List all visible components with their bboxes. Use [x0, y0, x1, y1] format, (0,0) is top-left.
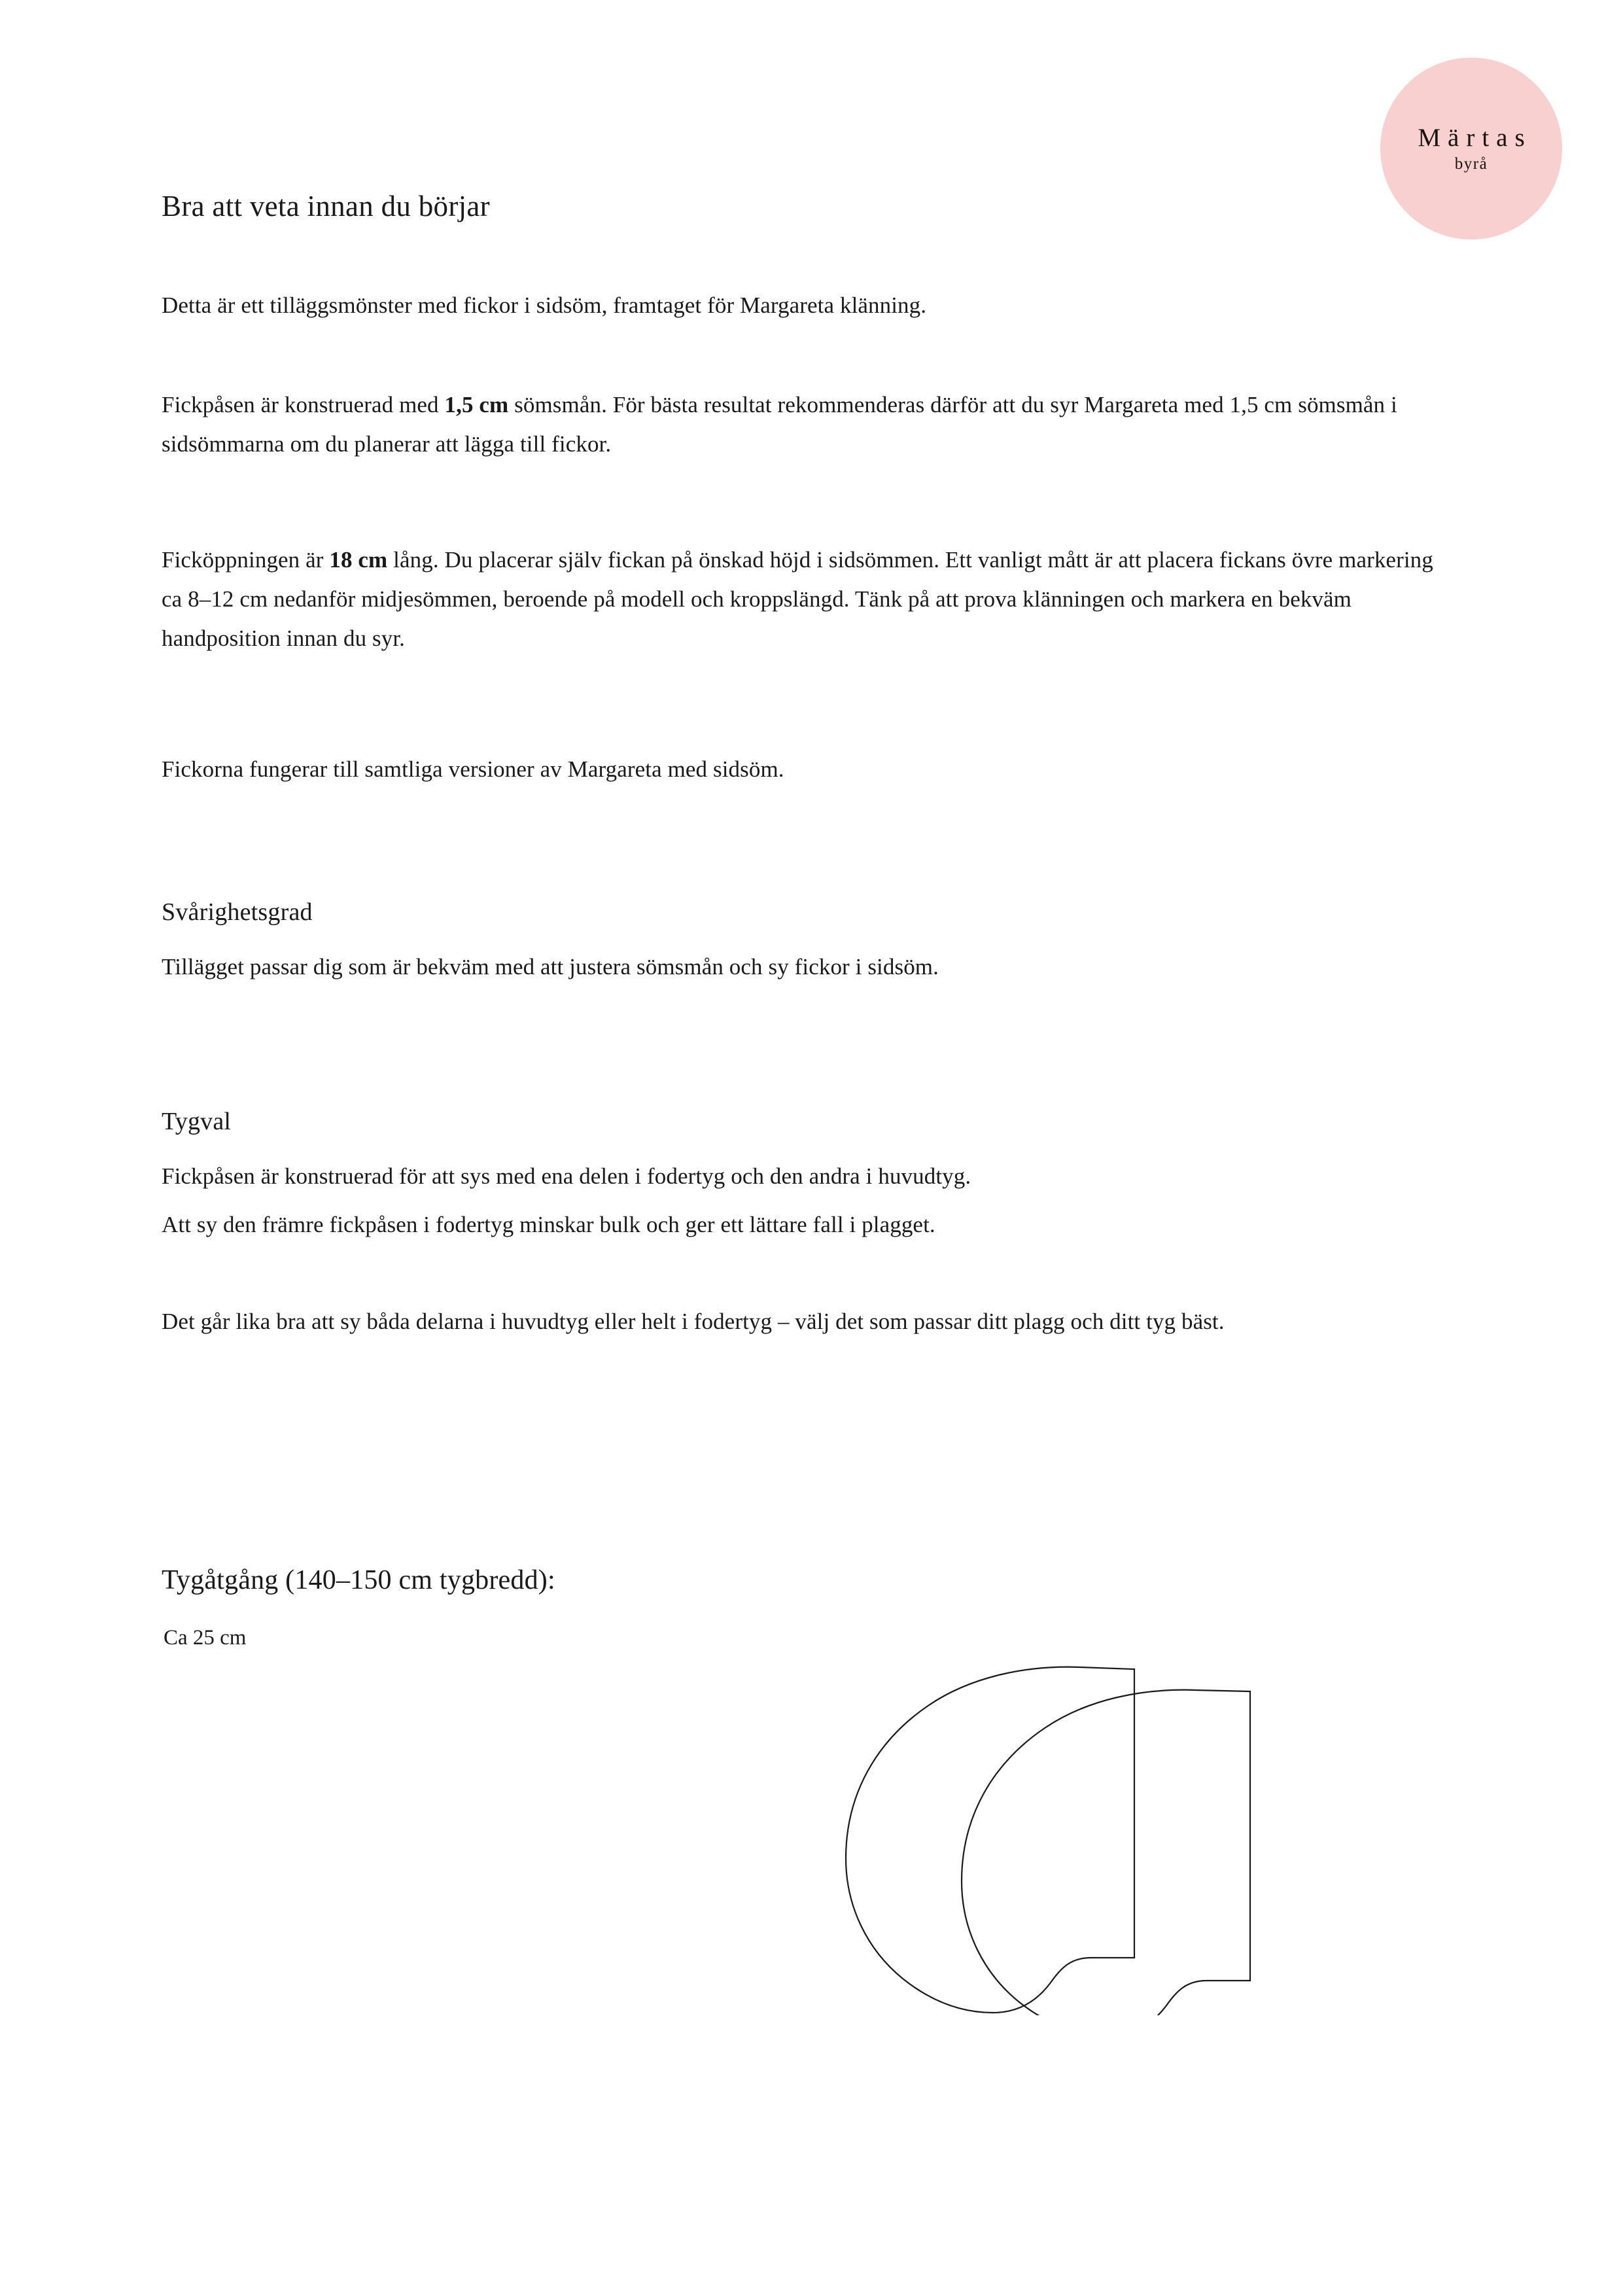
opening-text-post: lång. Du placerar själv fickan på önskad höjd i sidsömmen. Ett vanligt mått är att placera fickans övre markering ca 8–12 cm nedanför midjesömmen, beroende på modell och kroppslängd. Tänk på att prova klänningen och markera en bekväm handposition innan du syr.: [162, 547, 1433, 652]
section-heading-fabric-choice: Tygval: [162, 1108, 232, 1135]
paragraph-difficulty: Tillägget passar dig som är bekväm med att justera sömsmån och sy fickor i sidsöm.: [162, 954, 939, 980]
section-heading-fabric-usage: Tygåtgång (140–150 cm tygbredd):: [162, 1565, 555, 1595]
pocket-piece-back-icon: [846, 1667, 1134, 2013]
brand-name: Märtas: [1418, 124, 1532, 152]
fabric-usage-amount: Ca 25 cm: [164, 1626, 247, 1650]
brand-subtitle: byrå: [1454, 155, 1488, 173]
paragraph-fabric-choice-1: Fickpåsen är konstruerad för att sys med ena delen i fodertyg och den andra i huvudtyg.: [162, 1163, 971, 1189]
opening-value: 18 cm: [329, 547, 388, 573]
pocket-piece-front-icon: [962, 1690, 1250, 2015]
pattern-svg: [831, 1629, 1276, 2015]
page-title: Bra att veta innan du börjar: [162, 190, 490, 222]
seam-allowance-value: 1,5 cm: [444, 392, 509, 417]
paragraph-intro: Detta är ett tilläggsmönster med fickor i sidsöm, framtaget för Margareta klänning.: [162, 292, 927, 318]
section-heading-difficulty: Svårighetsgrad: [162, 898, 313, 926]
paragraph-seam-allowance: [162, 385, 1434, 464]
seam-allowance-text-pre: Fickpåsen är konstruerad med: [162, 392, 445, 417]
paragraph-fabric-choice-2: Att sy den främre fickpåsen i fodertyg minskar bulk och ger ett lättare fall i plagget.: [162, 1212, 935, 1237]
paragraph-pocket-opening: [162, 540, 1434, 659]
paragraph-fabric-choice-3: Det går lika bra att sy båda delarna i huvudtyg eller helt i fodertyg – välj det som passar ditt plagg och ditt tyg bäst.: [162, 1309, 1225, 1334]
pocket-pattern-illustration: [831, 1629, 1276, 2015]
paragraph-versions: Fickorna fungerar till samtliga versioner av Margareta med sidsöm.: [162, 756, 784, 782]
seam-allowance-text-post: sömsmån. För bästa resultat rekommenderas därför att du syr Margareta med 1,5 cm sömsmån i sidsömmarna om du planerar att lägga till fickor.: [162, 392, 1397, 457]
brand-logo: [1380, 58, 1562, 239]
opening-text-pre: Ficköppningen är: [162, 547, 330, 573]
